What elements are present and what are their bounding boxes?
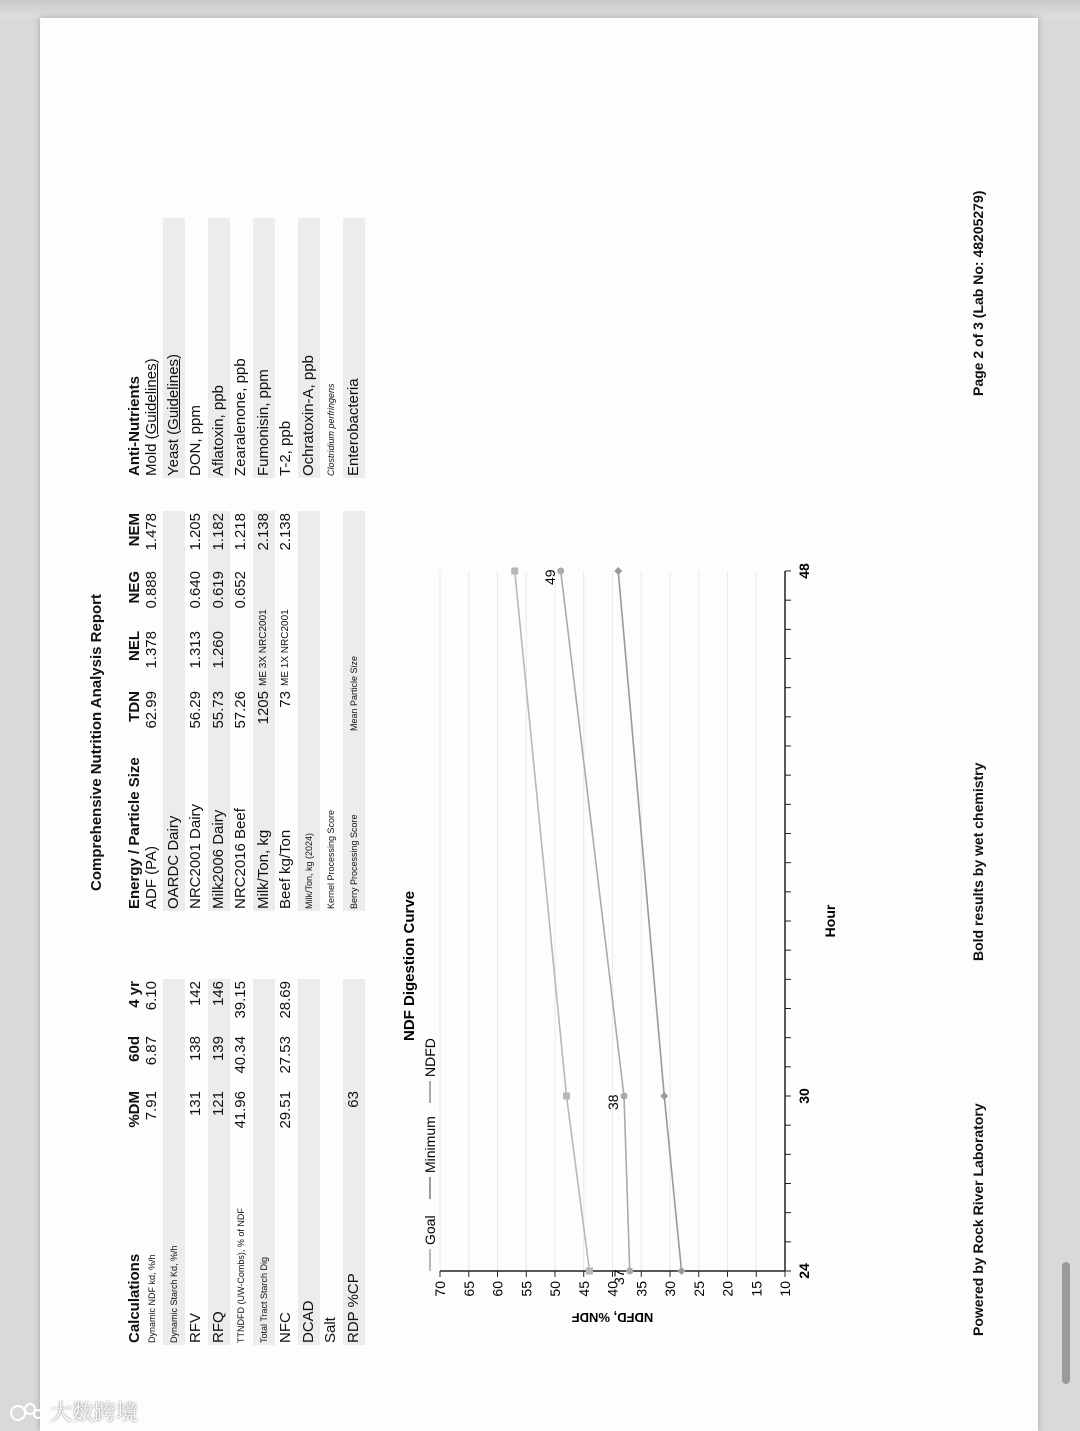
anti-nutrient-label-suffix: )	[165, 353, 182, 359]
ndfd-data-label: 49	[541, 569, 558, 585]
energy-cell-value: 0.652	[232, 571, 249, 609]
legend-label: Goal	[422, 1215, 438, 1245]
energy-cell-value: 0.640	[187, 571, 204, 609]
energy-cell-value: 2.138	[255, 513, 272, 551]
report-page	[40, 18, 1038, 1431]
footer-bold-note: Bold results by wet chemistry	[970, 762, 986, 961]
anti-nutrient-label-text: Mold (	[143, 434, 160, 476]
calc-row-label: NFC	[277, 1312, 294, 1343]
calc-row-label: Total Tract Starch Dig	[259, 1256, 269, 1343]
x-axis-label: Hour	[822, 904, 838, 938]
calc-cell-value: 27.53	[277, 1036, 294, 1074]
ndfd-data-label: 37	[610, 1269, 627, 1285]
energy-cell-value: 1.478	[143, 513, 160, 551]
energy-header: Energy / Particle Size	[126, 757, 143, 909]
calculations-header: Calculations	[126, 1253, 143, 1343]
anti-nutrient-label	[255, 369, 272, 476]
calc-col-60d: 60d	[126, 1036, 143, 1062]
data-point-ndfd	[621, 1093, 628, 1100]
energy-row-label: Kernel Processing Score	[326, 809, 336, 909]
energy-row-note: Mean Particle Size	[349, 655, 359, 731]
calc-cell-value: 40.34	[232, 1036, 249, 1074]
calc-row-label: RDP %CP	[345, 1273, 362, 1343]
guidelines-link[interactable]: Guidelines	[165, 358, 182, 430]
watermark-logo-icon	[10, 1401, 44, 1423]
calc-cell-value: 142	[187, 981, 204, 1007]
data-point-goal	[586, 1268, 593, 1275]
energy-cell-value: 0.888	[143, 571, 160, 609]
calc-cell-value: 7.91	[143, 1091, 160, 1121]
calc-row-label: Dynamic Starch Kd, %/h	[169, 1245, 179, 1343]
energy-cell-value: 57.26	[232, 691, 249, 729]
calc-row-label: TTNDFD (UW-Combs), % of NDF	[236, 1208, 246, 1343]
energy-cell-value: 1.205	[187, 513, 204, 551]
calc-row-label: RFQ	[210, 1311, 227, 1343]
calc-cell-value: 131	[187, 1091, 204, 1117]
anti-nutrient-label	[165, 354, 182, 476]
calc-cell-value: 146	[210, 981, 227, 1007]
energy-cell-value: 1.378	[143, 631, 160, 669]
anti-nutrient-label-text: Aflatoxin, ppb	[210, 385, 227, 476]
calc-row-label: DCAD	[300, 1300, 317, 1343]
calc-col-dm: %DM	[126, 1091, 143, 1128]
calc-cell-value: 29.51	[277, 1091, 294, 1129]
energy-row-label: OARDC Dairy	[165, 815, 182, 909]
calc-cell-value: 6.10	[143, 981, 160, 1011]
y-tick-label: 35	[633, 1281, 650, 1297]
energy-cell-value: 1.182	[210, 513, 227, 551]
data-point-goal	[511, 568, 518, 575]
series-line-minimum	[618, 571, 681, 1271]
anti-nutrients-header: Anti-Nutrients	[126, 376, 143, 476]
anti-nutrient-label-text: Ochratoxin-A, ppb	[300, 355, 317, 476]
energy-row-label: Milk/Ton, kg (2024)	[304, 832, 314, 909]
energy-col-nel: NEL	[126, 631, 143, 661]
energy-cell-value: 56.29	[187, 691, 204, 729]
anti-nutrient-label-text: Enterobacteria	[345, 378, 362, 476]
y-tick-label: 30	[662, 1281, 678, 1297]
anti-nutrient-label	[187, 405, 204, 476]
anti-nutrient-label-text: Clostridium perfringens	[326, 383, 336, 476]
energy-cell-value: 1.260	[210, 631, 227, 669]
calc-row-shade	[298, 979, 320, 1345]
energy-row-note: ME 3X NRC2001	[258, 609, 269, 686]
y-tick-label: 40	[604, 1281, 621, 1297]
energy-row-label: NRC2001 Dairy	[187, 803, 204, 909]
energy-col-neg: NEG	[126, 571, 143, 604]
calc-cell-value: 41.96	[232, 1091, 249, 1129]
watermark	[10, 1396, 138, 1428]
y-tick-label: 20	[719, 1281, 736, 1297]
anti-nutrient-label	[345, 378, 362, 476]
y-tick-label: 50	[547, 1281, 563, 1297]
anti-nutrient-label-suffix: )	[143, 358, 160, 364]
anti-nutrient-label-text: DON, ppm	[187, 405, 204, 476]
anti-nutrient-label	[300, 355, 317, 476]
watermark-text: 大数跨境	[50, 1401, 139, 1426]
energy-cell-value: 55.73	[210, 691, 227, 729]
energy-cell-value: 2.138	[277, 513, 294, 551]
y-tick-label: 10	[777, 1281, 793, 1297]
data-point-goal	[563, 1093, 570, 1100]
data-point-ndfd	[557, 568, 564, 575]
anti-nutrient-label	[232, 358, 249, 476]
energy-row-label: Beef kg/Ton	[277, 829, 294, 909]
calc-row-label: Salt	[322, 1317, 339, 1343]
legend-label: NDFD	[422, 1038, 438, 1077]
legend-label: Minimum	[422, 1116, 438, 1173]
y-tick-label: 70	[432, 1281, 448, 1297]
y-tick-label: 55	[518, 1281, 535, 1297]
energy-row-label: Berry Processing Score	[349, 814, 359, 909]
energy-col-nem: NEM	[126, 513, 143, 547]
ndfd-data-label: 38	[605, 1094, 621, 1110]
calc-cell-value: 63	[345, 1091, 362, 1108]
rotated-report-content	[40, 18, 1038, 1431]
calc-col-4yr: 4 yr	[126, 981, 143, 1008]
energy-row-note: ME 1X NRC2001	[280, 609, 291, 686]
data-point-minimum	[678, 1267, 686, 1275]
y-tick-label: 25	[690, 1281, 707, 1297]
series-line-ndfd	[561, 571, 630, 1271]
anti-nutrient-label	[143, 358, 160, 476]
calc-row-label: RFV	[187, 1313, 204, 1343]
report-title: Comprehensive Nutrition Analysis Report	[88, 594, 105, 891]
footer-powered-by: Powered by Rock River Laboratory	[970, 1103, 986, 1336]
calc-cell-value: 121	[210, 1091, 227, 1117]
calc-cell-value: 138	[187, 1036, 204, 1062]
guidelines-link[interactable]: Guidelines	[143, 363, 160, 435]
anti-nutrient-label	[210, 385, 227, 476]
y-tick-label: 60	[489, 1281, 506, 1297]
calc-row-shade	[208, 979, 230, 1345]
ndf-digestion-chart	[400, 531, 838, 1331]
y-tick-label: 15	[748, 1281, 765, 1297]
anti-nutrient-label-text: Zearalenone, ppb	[232, 358, 249, 476]
energy-row-label: Milk/Ton, kg	[255, 829, 272, 909]
x-tick-label: 24	[796, 1263, 812, 1279]
energy-cell-value: 1.313	[187, 631, 204, 669]
anti-nutrient-label	[277, 421, 294, 476]
energy-cell-value: 1205	[255, 691, 272, 725]
calc-cell-value: 28.69	[277, 981, 294, 1019]
anti-nutrient-label-text: Fumonisin, ppm	[255, 369, 272, 476]
calc-cell-value: 39.15	[232, 981, 249, 1019]
data-point-minimum	[614, 567, 622, 575]
calc-cell-value: 139	[210, 1036, 227, 1062]
data-point-ndfd	[626, 1268, 633, 1275]
energy-cell-value: 73	[277, 691, 294, 708]
calc-row-label: Dynamic NDF kd, %/h	[147, 1254, 157, 1343]
y-tick-label: 65	[460, 1281, 477, 1297]
energy-cell-value: 62.99	[143, 691, 160, 729]
anti-nutrient-label-text: T-2, ppb	[277, 420, 294, 476]
energy-cell-value: 1.218	[232, 513, 249, 551]
x-tick-label: 30	[796, 1088, 812, 1104]
calc-cell-value: 6.87	[143, 1036, 160, 1066]
energy-row-label: NRC2016 Beef	[232, 808, 249, 909]
anti-nutrient-label-text: Yeast (	[165, 429, 182, 476]
energy-cell-value: 0.619	[210, 571, 227, 609]
x-tick-label: 48	[796, 563, 812, 579]
viewer-top-bar	[0, 0, 1080, 18]
energy-col-tdn: TDN	[126, 691, 143, 722]
energy-row-label: ADF (PA)	[143, 845, 160, 909]
y-tick-label: 45	[575, 1281, 592, 1297]
chart-title: NDF Digestion Curve	[401, 890, 418, 1041]
footer-page-number: Page 2 of 3 (Lab No: 48205279)	[970, 190, 986, 396]
y-axis-label: NDFD, %NDF	[571, 1310, 654, 1325]
scrollbar-thumb[interactable]	[1062, 1262, 1070, 1384]
anti-nutrient-label	[326, 383, 336, 476]
energy-row-label: Milk2006 Dairy	[210, 809, 227, 909]
data-point-minimum	[660, 1092, 668, 1100]
